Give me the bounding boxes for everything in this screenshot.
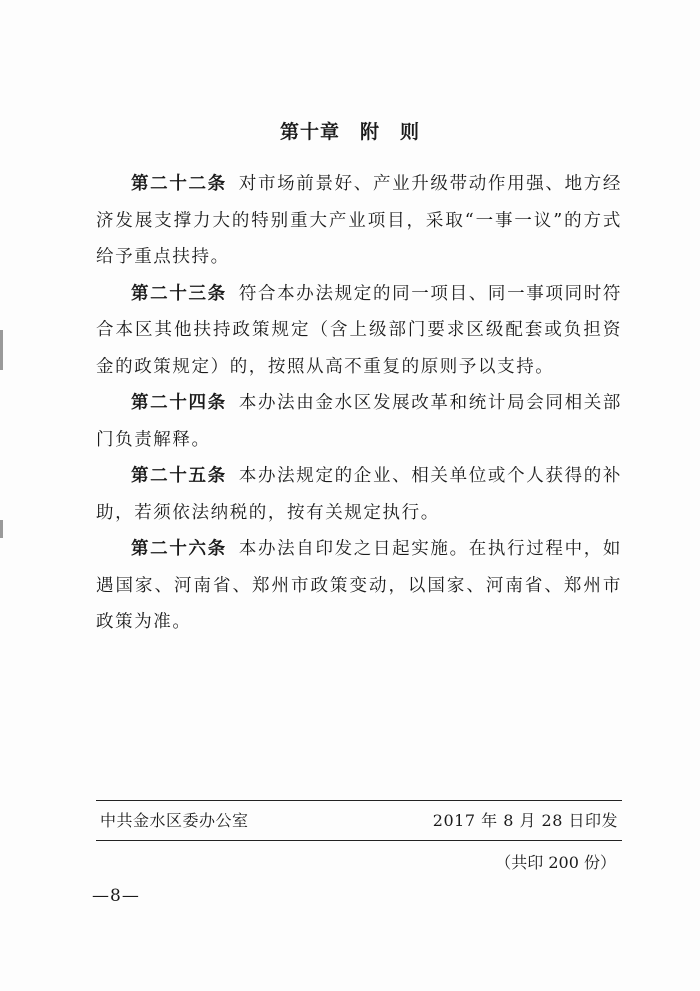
article-number: 第二十五条 [131, 466, 227, 486]
issuer-name: 中共金水区委办公室 [100, 811, 249, 830]
article-22 [96, 166, 622, 276]
scan-edge-mark [0, 330, 3, 370]
issuance-footer [100, 808, 618, 831]
article-number: 第二十三条 [131, 283, 227, 304]
article-number: 第二十二条 [131, 174, 227, 194]
article-number: 第二十四条 [131, 393, 227, 413]
chapter-title: 第十章 附 则 [279, 121, 420, 143]
article-text: 本办法由金水区发展改革和统计局会同相关部门负责解释。 [96, 393, 622, 450]
article-23 [96, 276, 622, 386]
issue-date: 2017 年 8 月 28 日印发 [432, 811, 618, 830]
article-text: 符合本办法规定的同一项目、同一事项同时符合本区其他扶持政策规定（含上级部门要求区级配套或负担资金的政策规定）的，按照从高不重复的原则予以支持。 [96, 283, 622, 377]
scan-edge-mark [0, 520, 3, 538]
document-body [96, 166, 622, 641]
article-25 [96, 458, 622, 531]
print-count: （共印 200 份） [495, 853, 616, 872]
article-26 [96, 531, 622, 641]
footer-bottom-rule [96, 840, 622, 841]
article-24 [96, 385, 622, 458]
article-text: 对市场前景好、产业升级带动作用强、地方经济发展支撑力大的特别重大产业项目，采取“一事一议”的方式给予重点扶持。 [96, 174, 622, 267]
article-text: 本办法自印发之日起实施。在执行过程中，如遇国家、河南省、郑州市政策变动，以国家、河南省、郑州市政策为准。 [96, 539, 622, 632]
footer-top-rule [96, 800, 622, 801]
page-number: —8— [92, 886, 140, 906]
article-text: 本办法规定的企业、相关单位或个人获得的补助，若须依法纳税的，按有关规定执行。 [96, 466, 622, 523]
article-number: 第二十六条 [131, 539, 227, 559]
